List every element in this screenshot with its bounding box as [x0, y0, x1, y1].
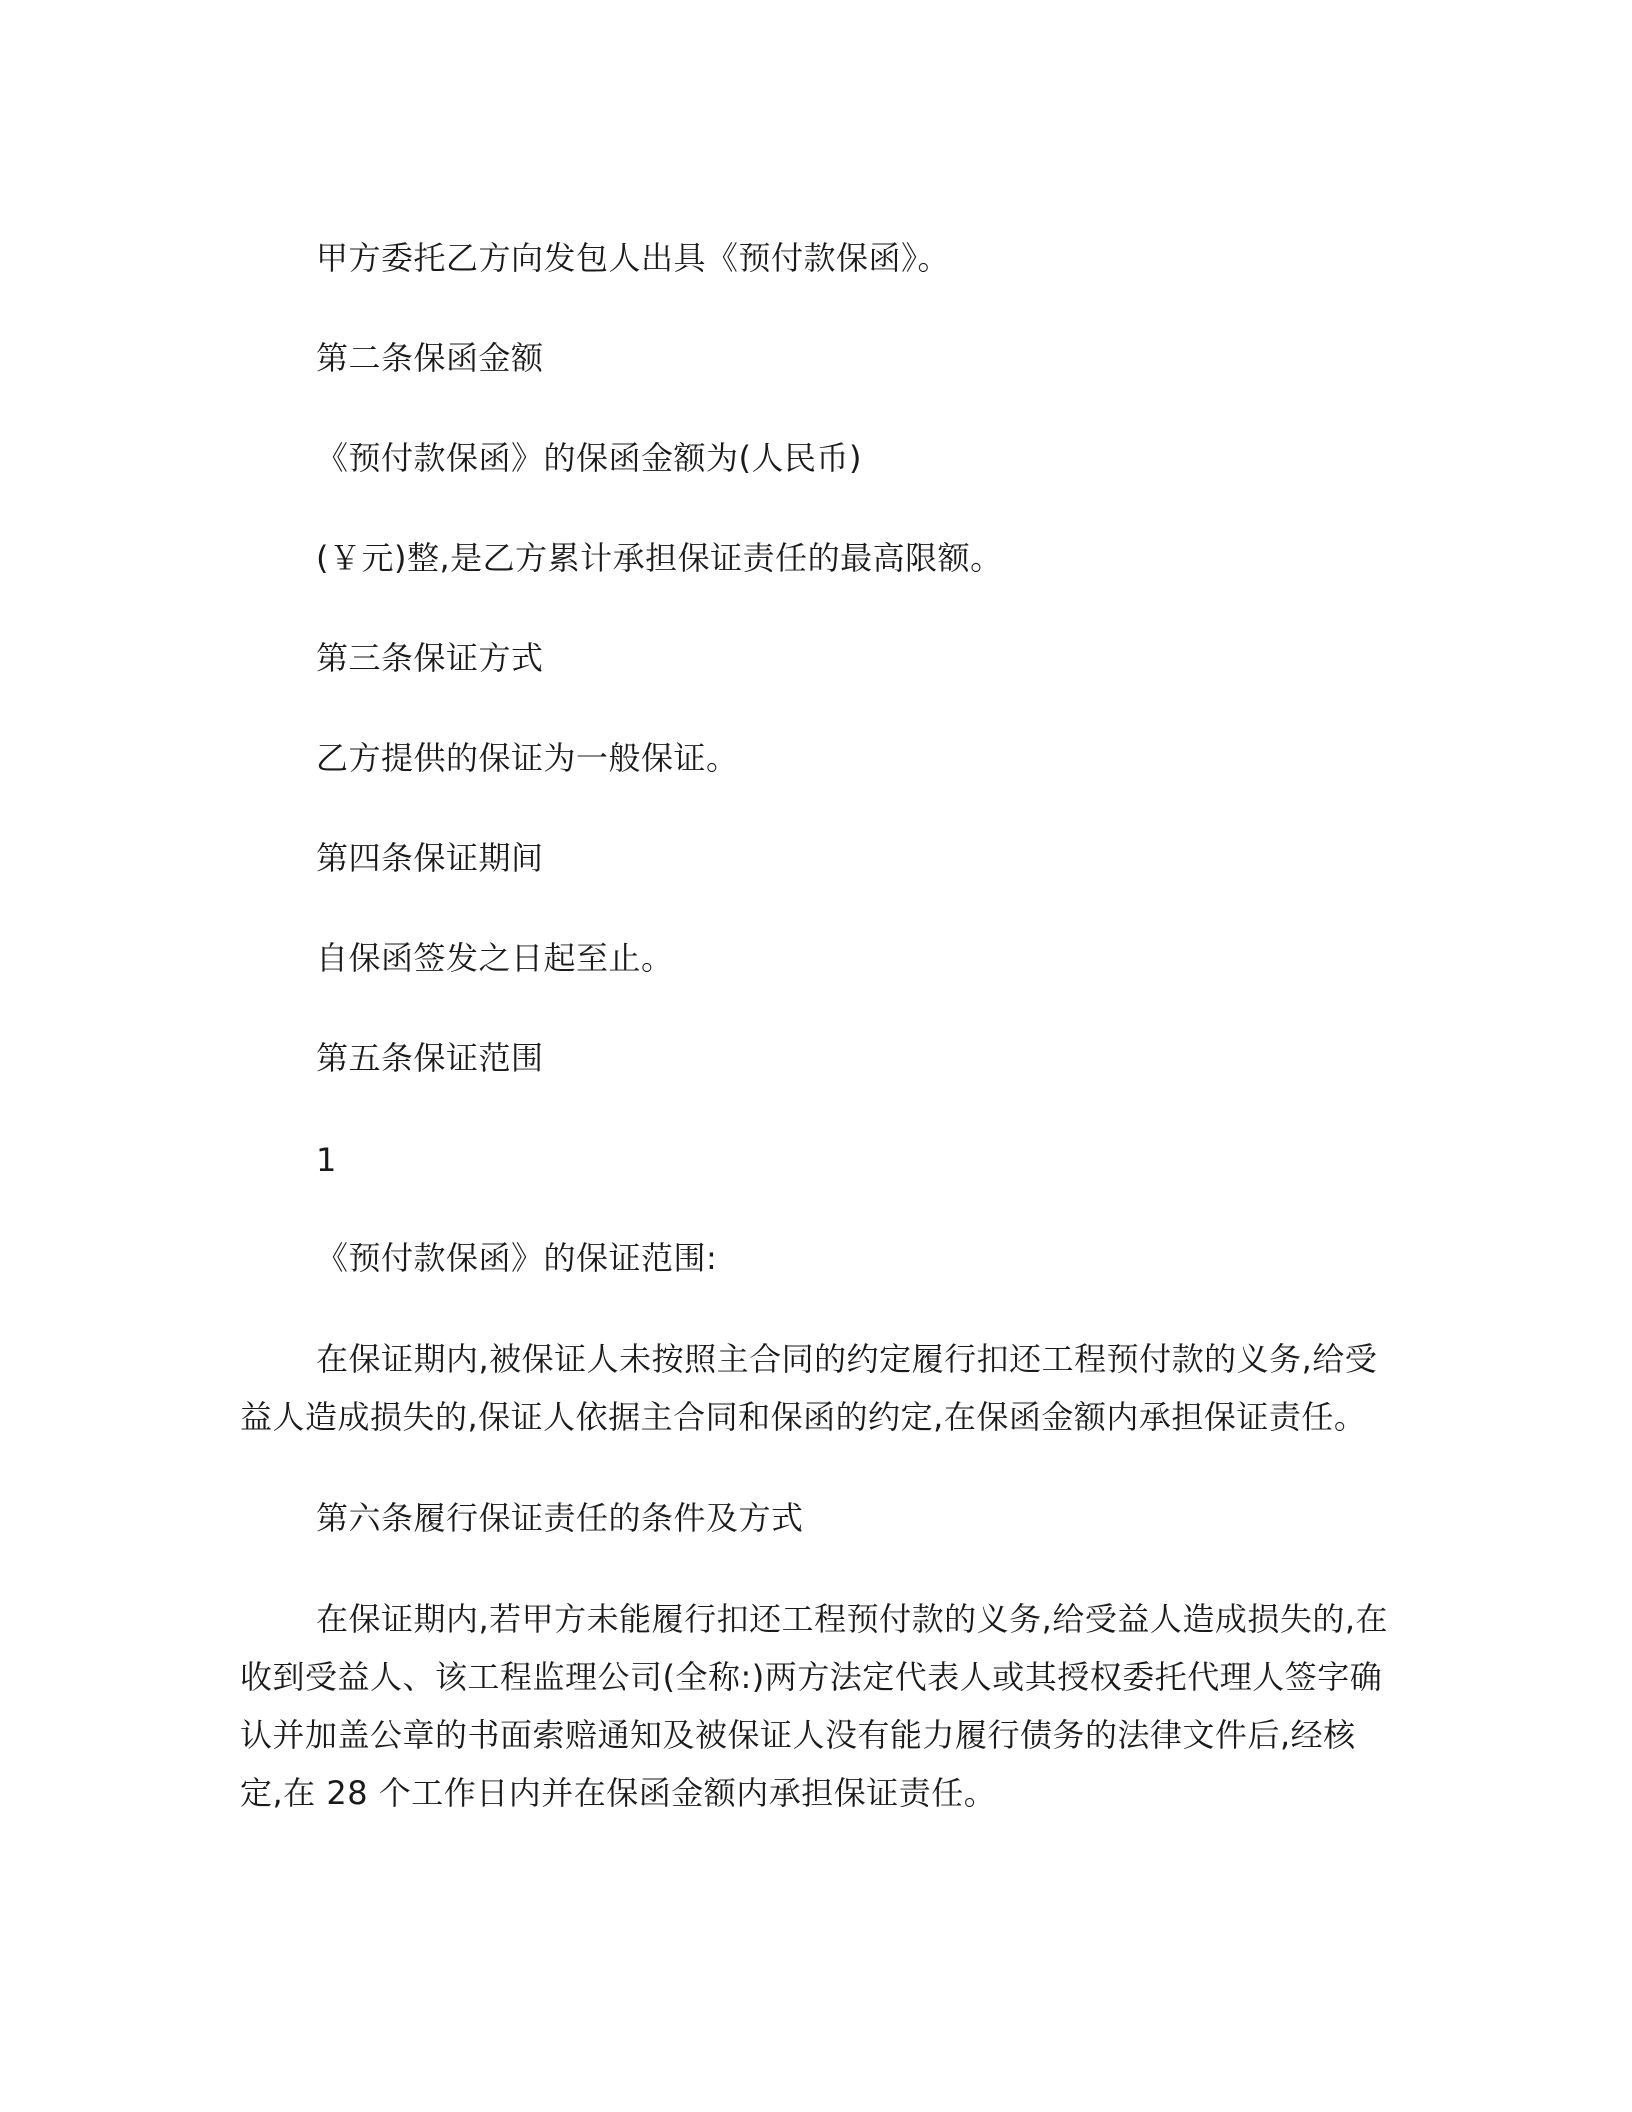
paragraph-scope: 在保证期内,被保证人未按照主合同的约定履行扣还工程预付款的义务,给受益人造成损失的,保证人依据主合同和保函的约定,在保函金额内承担保证责任。	[240, 1340, 1378, 1436]
heading-article-4: 第四条保证期间	[316, 839, 544, 877]
text-line-scope-intro: 《预付款保函》的保证范围:	[316, 1239, 718, 1277]
paragraph-conditions: 在保证期内,若甲方未能履行扣还工程预付款的义务,给受益人造成损失的,在收到受益人、该工程监理公司(全称:)两方法定代表人或其授权委托代理人签字确认并加盖公章的书面索赔通知及被保证人没有能力履行债务的法律文件后,经核定,在 28 个工作日内并在保函金额内承担保证责任。	[240, 1600, 1389, 1812]
text-line-limit: (￥元)整,是乙方累计承担保证责任的最高限额。	[316, 539, 1003, 577]
text-line-period: 自保函签发之日起至止。	[316, 939, 674, 977]
list-number: 1	[316, 1141, 337, 1179]
heading-article-6: 第六条履行保证责任的条件及方式	[316, 1499, 804, 1537]
text-line-guarantee-type: 乙方提供的保证为一般保证。	[316, 739, 739, 777]
text-line-amount: 《预付款保函》的保函金额为(人民币)	[316, 439, 862, 477]
heading-article-3: 第三条保证方式	[316, 639, 544, 677]
text-line-entrust: 甲方委托乙方向发包人出具《预付款保函》。	[316, 239, 951, 277]
heading-article-5: 第五条保证范围	[316, 1039, 544, 1077]
heading-article-2: 第二条保函金额	[316, 339, 544, 377]
